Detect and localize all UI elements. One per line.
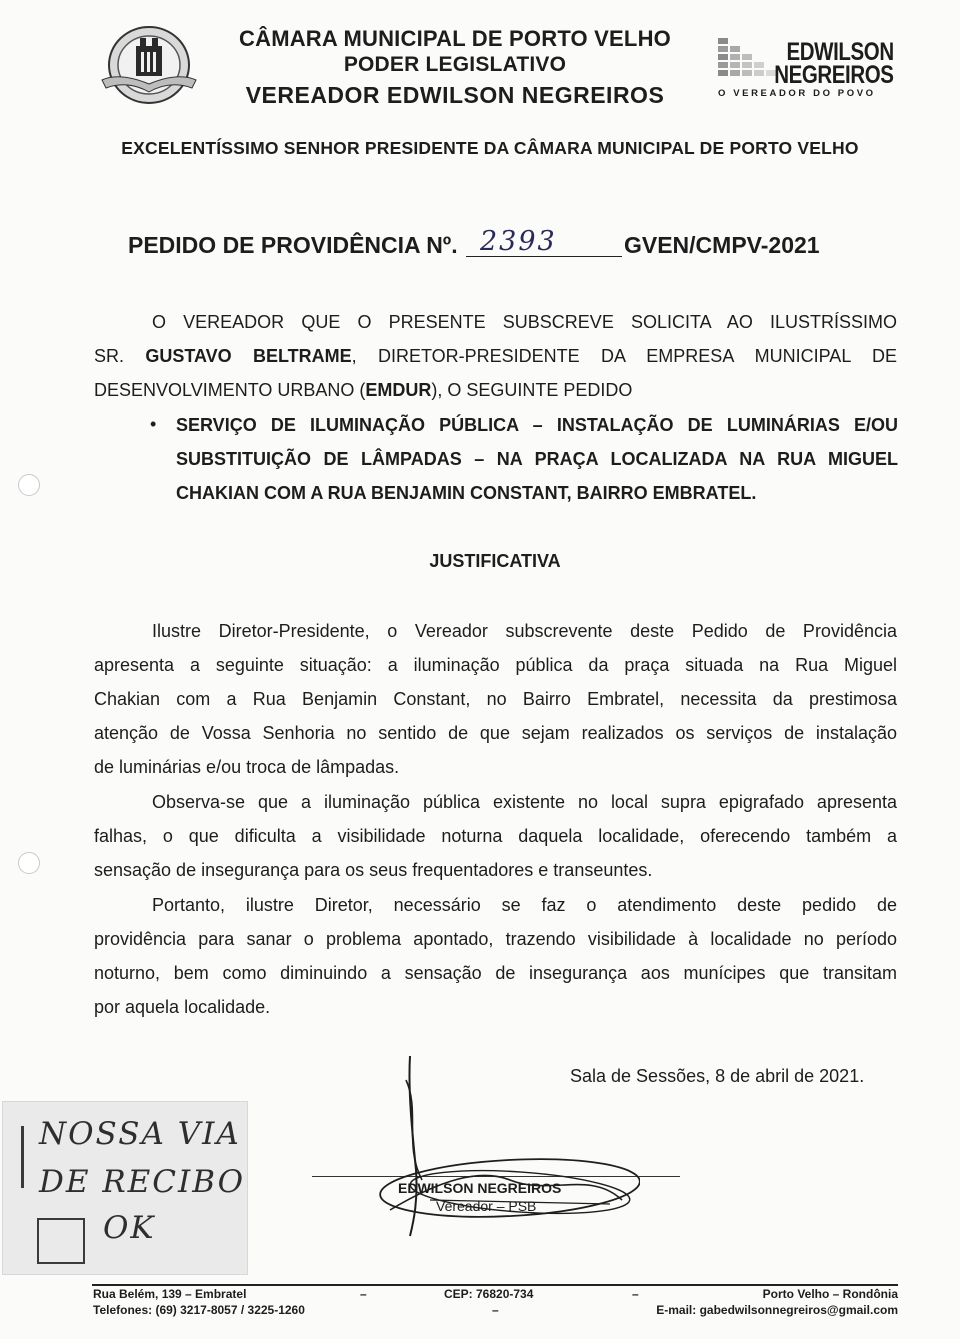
logo-tagline: O VEREADOR DO POVO	[718, 88, 876, 99]
note-line-1: NOSSA VIA	[39, 1116, 241, 1152]
footer-separator: –	[360, 1287, 367, 1301]
note-mark	[21, 1126, 24, 1188]
paragraph-line: Chakian com a Rua Benjamin Constant, no Bairro Embratel, necessita da prestimosa	[94, 689, 897, 709]
punch-hole-icon	[18, 852, 40, 874]
paragraph-line: por aquela localidade.	[94, 997, 271, 1017]
footer-address: Rua Belém, 139 – Embratel	[93, 1287, 247, 1301]
paragraph-line: Observa-se que a iluminação pública existente no local supra epigrafado apresenta	[152, 792, 897, 812]
bullet-line-1: SERVIÇO DE ILUMINAÇÃO PÚBLICA – INSTALAÇÃO DE LUMINÁRIAS E/OU	[176, 415, 898, 435]
justification-title: JUSTIFICATIVA	[429, 551, 561, 571]
intro-text: , DIRETOR-PRESIDENTE DA EMPRESA MUNICIPAL DE	[351, 346, 897, 366]
paragraph-line: Portanto, ilustre Diretor, necessário se faz o atendimento deste pedido de	[152, 895, 897, 915]
paragraph-line: apresenta a seguinte situação: a iluminação pública da praça situada na Rua Miguel	[94, 655, 897, 675]
bullet-line-3: CHAKIAN COM A RUA BENJAMIN CONSTANT, BAIRRO EMBRATEL.	[176, 483, 757, 503]
bullet-icon: •	[150, 414, 157, 434]
paragraph-line: falhas, o que dificulta a visibilidade noturna daquela localidade, oferecendo também a	[94, 826, 897, 846]
bullet-line-2: SUBSTITUIÇÃO DE LÂMPADAS – NA PRAÇA LOCALIZADA NA RUA MIGUEL	[176, 449, 898, 469]
intro-line-2	[94, 346, 897, 367]
intro-text: ), O SEGUINTE PEDIDO	[431, 380, 633, 400]
signatory-name: EDWILSON NEGREIROS	[398, 1180, 562, 1196]
intro-line-3	[94, 380, 897, 401]
logo-name-first: EDWILSON	[786, 38, 894, 66]
paragraph-line: sensação de insegurança para os seus frequentadores e transeuntes.	[94, 860, 653, 880]
paragraph-line: Ilustre Diretor-Presidente, o Vereador subscrevente deste Pedido de Providência	[152, 621, 897, 641]
footer-cep: CEP: 76820-734	[444, 1287, 534, 1301]
request-number: 2393	[479, 226, 557, 257]
request-number-field	[466, 226, 622, 257]
request-suffix: GVEN/CMPV-2021	[623, 232, 820, 258]
intro-text: SR.	[94, 346, 146, 366]
director-name: GUSTAVO BELTRAME	[145, 346, 352, 366]
paragraph-line: noturno, bem como diminuindo a sensação de insegurança aos munícipes que transitam	[94, 963, 897, 983]
paragraph-line: de luminárias e/ou troca de lâmpadas.	[94, 757, 400, 777]
paragraph-line: atenção de Vossa Senhoria no sentido de que sejam realizados os serviços de instalação	[94, 723, 897, 743]
request-prefix: PEDIDO DE PROVIDÊNCIA Nº.	[128, 232, 458, 258]
header-line-3: VEREADOR EDWILSON NEGREIROS	[245, 82, 665, 108]
header-line-1: CÂMARA MUNICIPAL DE PORTO VELHO	[239, 26, 671, 51]
receipt-note	[2, 1101, 248, 1275]
intro-line-1: O VEREADOR QUE O PRESENTE SUBSCREVE SOLICITA AO ILUSTRÍSSIMO	[152, 312, 897, 332]
footer-city: Porto Velho – Rondônia	[762, 1287, 898, 1301]
company-abbr: EMDUR	[365, 380, 432, 400]
logo-name-last: NEGREIROS	[774, 61, 894, 89]
intro-text: DESENVOLVIMENTO URBANO (	[94, 380, 366, 400]
footer-separator: –	[632, 1287, 639, 1301]
punch-hole-icon	[18, 474, 40, 496]
request-title	[128, 226, 888, 259]
note-checkbox	[37, 1218, 85, 1264]
footer-separator: –	[492, 1303, 499, 1317]
closing-date: Sala de Sessões, 8 de abril de 2021.	[570, 1066, 865, 1086]
header-line-2: PODER LEGISLATIVO	[343, 53, 567, 76]
councilman-logo	[716, 36, 902, 104]
note-line-2: DE RECIBO	[39, 1164, 246, 1200]
footer-email: E-mail: gabedwilsonnegreiros@gmail.com	[656, 1303, 898, 1317]
addressee: EXCELENTÍSSIMO SENHOR PRESIDENTE DA CÂMARA MUNICIPAL DE PORTO VELHO	[121, 138, 859, 158]
handwritten-signature	[360, 1050, 640, 1240]
municipal-seal-icon	[100, 22, 198, 108]
footer-rule	[92, 1284, 898, 1286]
paragraph-line: providência para sanar o problema apontado, trazendo visibilidade à localidade no período	[94, 929, 897, 949]
footer-phones: Telefones: (69) 3217-8057 / 3225-1260	[93, 1303, 305, 1317]
note-line-3: OK	[103, 1210, 156, 1246]
logo-bars-icon	[716, 36, 780, 80]
signatory-role: Vereador – PSB	[436, 1198, 537, 1214]
